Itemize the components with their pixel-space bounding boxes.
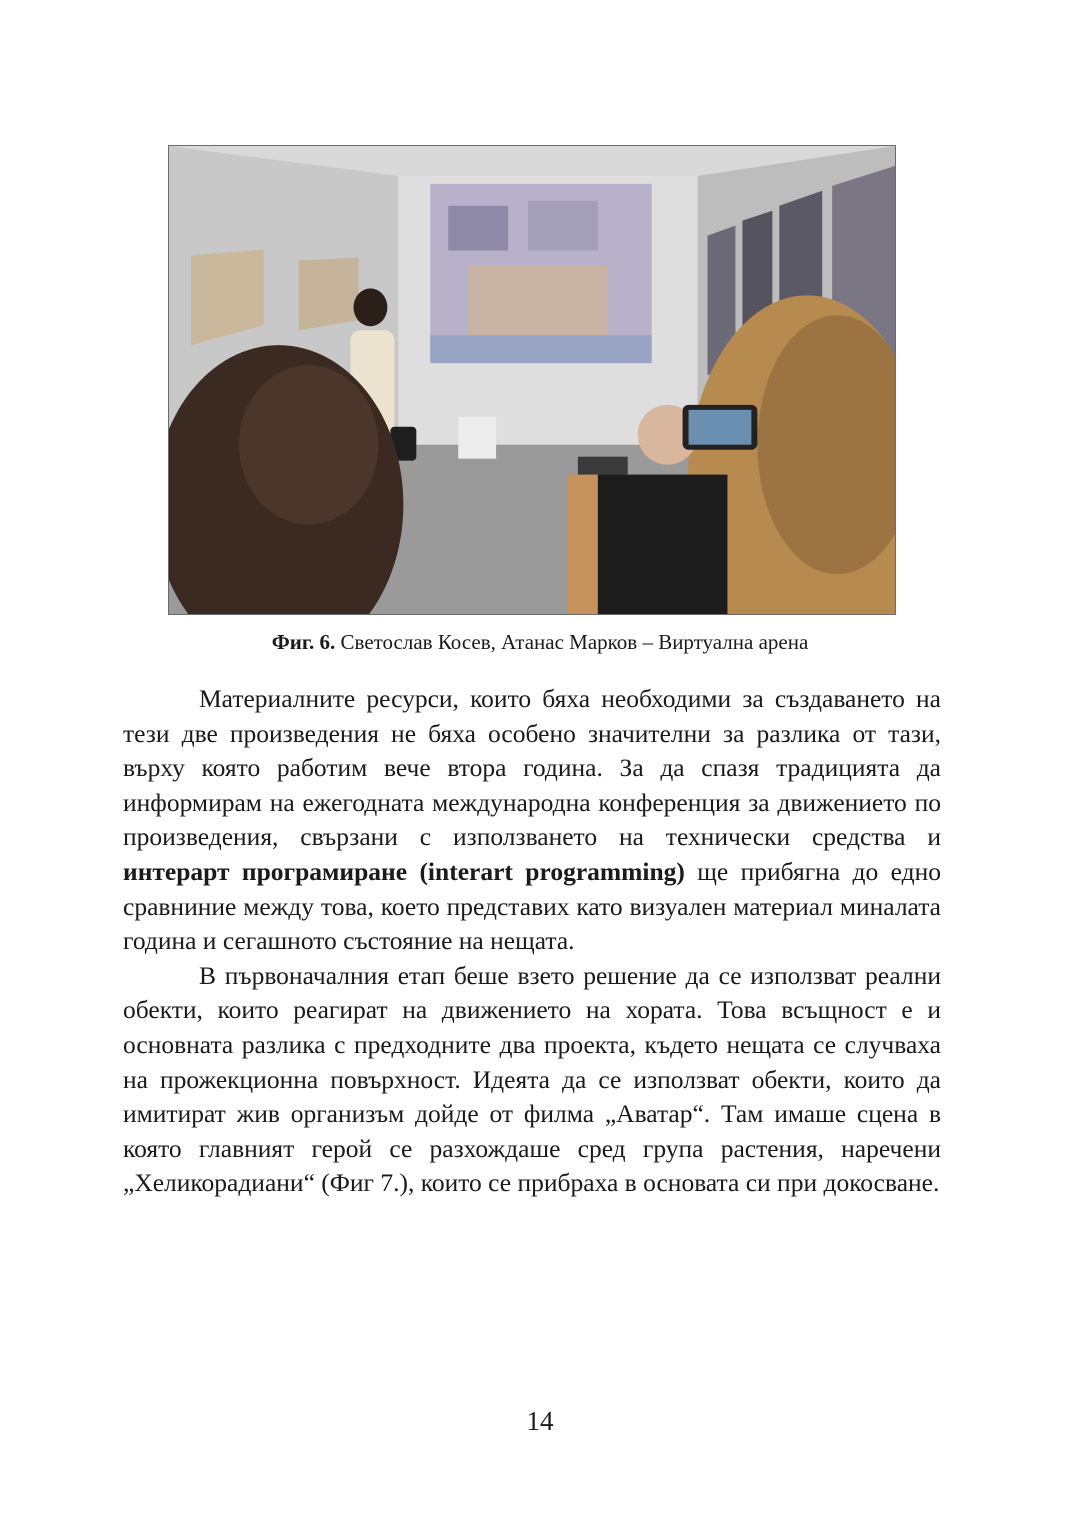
body-text — [123, 682, 941, 1201]
figure-caption — [0, 628, 1080, 656]
paragraph-1-bold-term: интерарт програмиране (interart programming) — [123, 856, 685, 886]
figure-photo — [168, 145, 896, 615]
page-number: 14 — [526, 1406, 554, 1436]
figure-caption-text: Светослав Косев, Атанас Марков – Виртуална арена — [340, 630, 809, 654]
paragraph-1 — [123, 682, 941, 959]
paragraph-1-text-end: ще прибягна до едно сравниние между това, което представих като визуален материал миналата година и сегашното състояние на нещата. — [123, 856, 942, 956]
figure-label: Фиг. 6. — [271, 630, 336, 654]
paragraph-1-text-start: Материалните ресурси, които бяха необходими за създаването на тези две произведения не бяха особено значителни за разлика от тази, върху която работим вече втора година. За да спазя традицията да информирам на ежегодната международна конференция за движението по произведения, свързани с използването на технически средства и — [123, 684, 941, 852]
paragraph-2: В първоначалния етап беше взето решение да се използват реални обекти, които реагират на движението на хората. Това всъщност е и основната разлика с предходните два проекта, където нещата се случваха на прожекционна повърхност. Идеята да се използват обекти, които да имитират жив организъм дойде от филма „Аватар“. Там имаше сцена в която главният герой се разхождаше сред група растения, наречени „Хеликорадиани“ (Фиг 7.), които се прибраха в основата си при докосване. — [123, 960, 941, 1198]
gallery-photo-illustration — [169, 146, 895, 614]
